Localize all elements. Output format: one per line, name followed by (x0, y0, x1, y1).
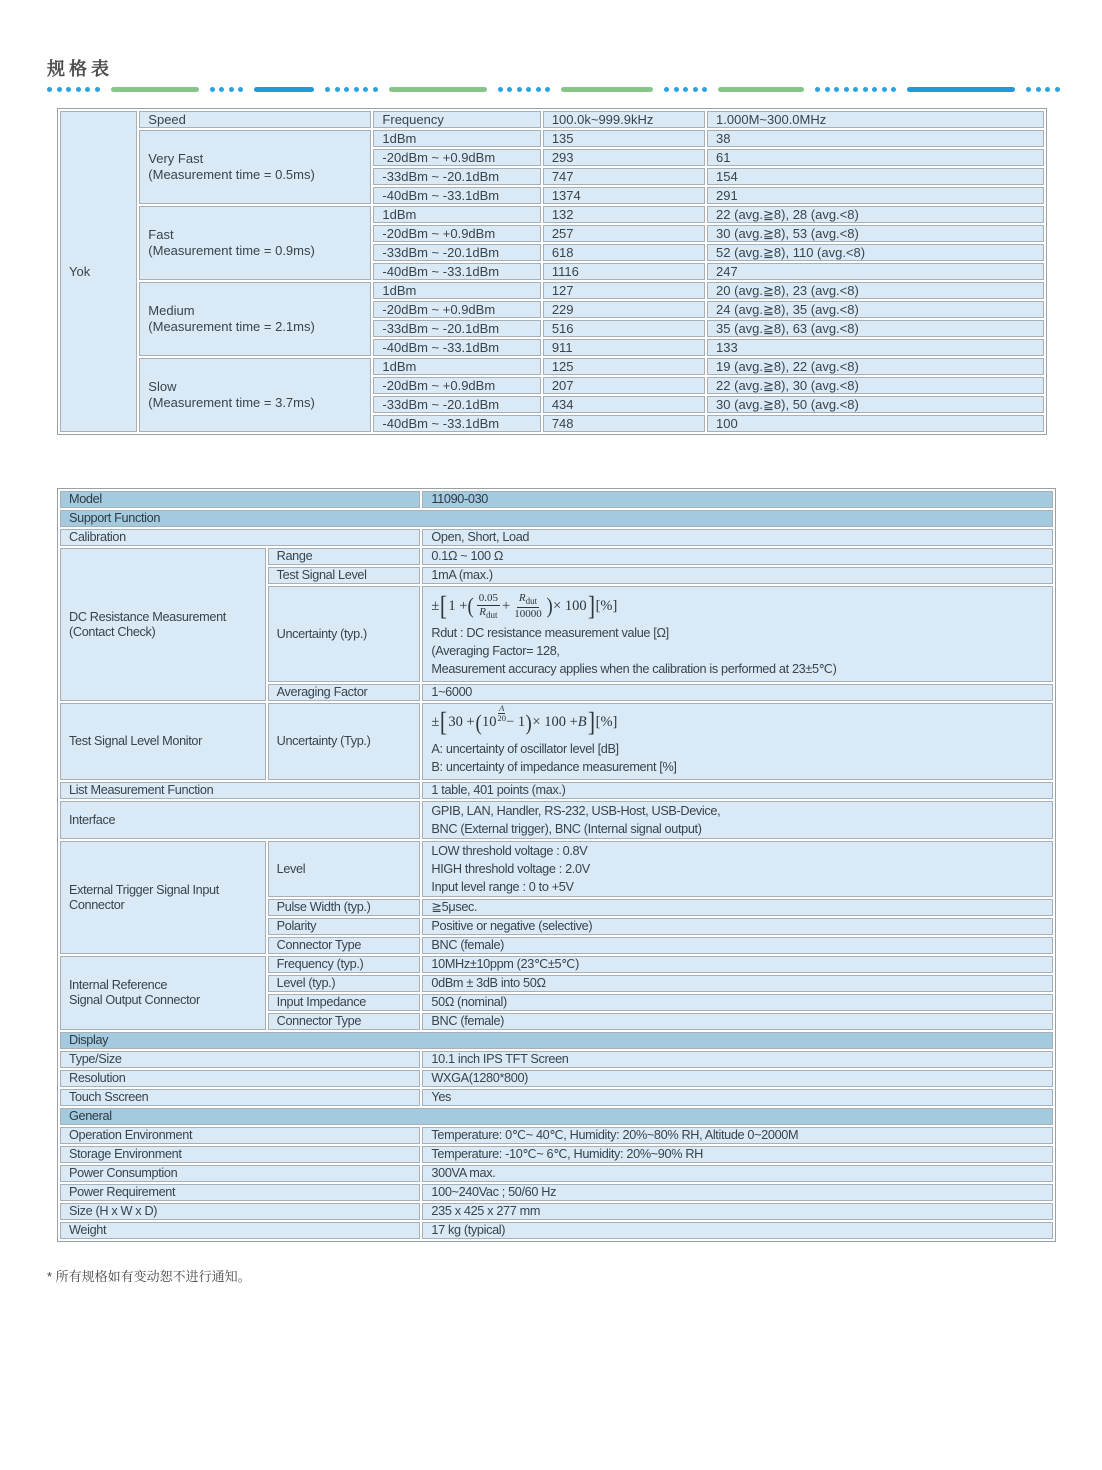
type-size-value: 10.1 inch IPS TFT Screen (422, 1051, 1053, 1068)
speed-group-time: (Measurement time = 3.7ms) (148, 395, 315, 410)
formula-term: × 100 + (532, 714, 578, 731)
value-cell: 52 (avg.≧8), 110 (avg.<8) (707, 244, 1044, 261)
ext-trigger-label-line1: External Trigger Signal Input (69, 882, 219, 897)
level-cell: 1dBm (373, 282, 540, 299)
int-ref-frequency-label: Frequency (typ.) (268, 956, 421, 973)
value-cell: 291 (707, 187, 1044, 204)
speed-group-very-fast (139, 130, 371, 204)
section-support-function: Support Function (60, 510, 1053, 527)
ext-trigger-level-label: Level (268, 841, 421, 897)
divider-bar (718, 87, 804, 92)
value-cell: 19 (avg.≧8), 22 (avg.<8) (707, 358, 1044, 375)
resolution-label: Resolution (60, 1070, 420, 1087)
divider-bar (111, 87, 199, 92)
formula-bracket: [ (440, 590, 448, 621)
value-cell: 257 (543, 225, 705, 242)
tslm-uncertainty-label: Uncertainty (Typ.) (268, 703, 421, 780)
tslm-note-b: B: uncertainty of impedance measurement [%] (431, 760, 677, 775)
storage-environment-value: Temperature: -10℃~ 6℃, Humidity: 20%~90% RH (422, 1146, 1053, 1163)
range-value: 0.1Ω ~ 100 Ω (422, 548, 1053, 565)
level-cell: 1dBm (373, 206, 540, 223)
tslm-note-a: A: uncertainty of oscillator level [dB] (431, 742, 619, 757)
averaging-factor-value: 1~6000 (422, 684, 1053, 701)
value-cell: 22 (avg.≧8), 30 (avg.<8) (707, 377, 1044, 394)
value-cell: 747 (543, 168, 705, 185)
formula-term: × 100 (553, 597, 587, 614)
value-cell: 61 (707, 149, 1044, 166)
value-cell: 618 (543, 244, 705, 261)
power-consumption-label: Power Consumption (60, 1165, 420, 1182)
polarity-value: Positive or negative (selective) (422, 918, 1053, 935)
value-cell: 22 (avg.≧8), 28 (avg.<8) (707, 206, 1044, 223)
size-value: 235 x 425 x 277 mm (422, 1203, 1053, 1220)
value-cell: 247 (707, 263, 1044, 280)
footnote: * 所有规格如有变动恕不进行通知。 (47, 1269, 251, 1284)
page-title: 规格表 (47, 59, 113, 79)
uncertainty-typ-label: Uncertainty (typ.) (268, 586, 421, 682)
formula-bracket: [ (440, 707, 448, 738)
level-cell: 1dBm (373, 130, 540, 147)
speed-group-medium (139, 282, 371, 356)
polarity-label: Polarity (268, 918, 421, 935)
list-measurement-label: List Measurement Function (60, 782, 420, 799)
band1-header: 100.0k~999.9kHz (543, 111, 705, 128)
section-display: Display (60, 1032, 1053, 1049)
divider-dots (664, 87, 707, 92)
speed-group-name: Slow (148, 379, 177, 394)
ext-trigger-level-value: LOW threshold voltage : 0.8V HIGH threshold voltage : 2.0V Input level range : 0 to +5V (422, 841, 1053, 897)
formula-paren: ( (467, 593, 475, 619)
level-cell: -40dBm ~ -33.1dBm (373, 187, 540, 204)
size-label: Size (H x W x D) (60, 1203, 420, 1220)
value-cell: 100 (707, 415, 1044, 432)
operation-environment-value: Temperature: 0℃~ 40℃, Humidity: 20%~80% RH, Altitude 0~2000M (422, 1127, 1053, 1144)
tslm-formula-cell (422, 703, 1053, 780)
speed-group-slow (139, 358, 371, 432)
value-cell: 133 (707, 339, 1044, 356)
list-measurement-value: 1 table, 401 points (max.) (422, 782, 1053, 799)
level-cell: -33dBm ~ -20.1dBm (373, 396, 540, 413)
spec-table (57, 488, 1056, 1242)
formula-term: 10 (482, 714, 497, 731)
formula-paren: ) (525, 709, 532, 735)
value-cell: 24 (avg.≧8), 35 (avg.<8) (707, 301, 1044, 318)
tslm-label: Test Signal Level Monitor (60, 703, 266, 780)
weight-label: Weight (60, 1222, 420, 1239)
formula-term: 30 + (448, 714, 475, 731)
formula-fraction: $\frac{0.05}{R_{dut}}$ (478, 592, 499, 620)
value-cell: 30 (avg.≧8), 53 (avg.<8) (707, 225, 1044, 242)
weight-value: 17 kg (typical) (422, 1222, 1053, 1239)
formula-bracket: ] (587, 590, 595, 621)
speed-header: Speed (139, 111, 371, 128)
level-cell: -33dBm ~ -20.1dBm (373, 168, 540, 185)
calibration-label: Calibration (60, 529, 420, 546)
speed-group-time: (Measurement time = 2.1ms) (148, 319, 315, 334)
operation-environment-label: Operation Environment (60, 1127, 420, 1144)
frequency-header: Frequency (373, 111, 540, 128)
formula-paren: ) (546, 593, 553, 619)
value-cell: 1374 (543, 187, 705, 204)
formula-unit: [%] (595, 714, 618, 731)
value-cell: 35 (avg.≧8), 63 (avg.<8) (707, 320, 1044, 337)
value-cell: 748 (543, 415, 705, 432)
value-cell: 1116 (543, 263, 705, 280)
formula-pm: ± (431, 597, 440, 614)
divider-bar (254, 87, 314, 92)
model-label: Model (60, 491, 420, 508)
speed-group-time: (Measurement time = 0.9ms) (148, 243, 315, 258)
averaging-factor-label: Averaging Factor (268, 684, 421, 701)
power-consumption-value: 300VA max. (422, 1165, 1053, 1182)
dc-uncertainty-formula (431, 592, 1044, 620)
value-cell: 293 (543, 149, 705, 166)
type-size-label: Type/Size (60, 1051, 420, 1068)
level-cell: -20dBm ~ +0.9dBm (373, 225, 540, 242)
value-cell: 20 (avg.≧8), 23 (avg.<8) (707, 282, 1044, 299)
tslm-formula (431, 702, 1044, 738)
value-cell: 127 (543, 282, 705, 299)
touch-screen-value: Yes (422, 1089, 1053, 1106)
pulse-width-value: ≧5μsec. (422, 899, 1053, 916)
divider-decoration (47, 87, 1061, 92)
formula-term: 1 + (448, 597, 468, 614)
interface-label: Interface (60, 801, 420, 839)
speed-table (57, 108, 1047, 435)
speed-group-name: Very Fast (148, 151, 204, 166)
speed-group-name: Fast (148, 227, 174, 242)
level-cell: 1dBm (373, 358, 540, 375)
speed-table-side-label: Yok (60, 111, 137, 432)
dc-resistance-group-label (60, 548, 266, 701)
formula-variable: B (577, 714, 587, 731)
resolution-value: WXGA(1280*800) (422, 1070, 1053, 1087)
value-cell: 135 (543, 130, 705, 147)
ext-connector-type-label: Connector Type (268, 937, 421, 954)
int-ref-group-label (60, 956, 266, 1030)
int-ref-level-value: 0dBm ± 3dB into 50Ω (422, 975, 1053, 992)
formula-exponent-fraction: $\frac{A}{20}$ (497, 702, 507, 724)
dc-resistance-label-line2: (Contact Check) (69, 624, 156, 639)
value-cell: 229 (543, 301, 705, 318)
value-cell: 132 (543, 206, 705, 223)
level-cell: -33dBm ~ -20.1dBm (373, 244, 540, 261)
value-cell: 30 (avg.≧8), 50 (avg.<8) (707, 396, 1044, 413)
ext-trigger-group-label (60, 841, 266, 954)
value-cell: 434 (543, 396, 705, 413)
speed-group-time: (Measurement time = 0.5ms) (148, 167, 315, 182)
divider-dots (325, 87, 378, 92)
interface-value: GPIB, LAN, Handler, RS-232, USB-Host, USB-Device, BNC (External trigger), BNC (Internal signal output) (422, 801, 1053, 839)
divider-bar (907, 87, 1015, 92)
dc-resistance-label-line1: DC Resistance Measurement (69, 609, 226, 624)
value-cell: 38 (707, 130, 1044, 147)
formula-pm: ± (431, 714, 440, 731)
level-cell: -40dBm ~ -33.1dBm (373, 263, 540, 280)
int-ref-label-line2: Signal Output Connector (69, 993, 200, 1008)
input-impedance-label: Input Impedance (268, 994, 421, 1011)
level-cell: -20dBm ~ +0.9dBm (373, 149, 540, 166)
divider-bar (389, 87, 487, 92)
formula-term: + (502, 597, 511, 614)
speed-group-name: Medium (148, 303, 195, 318)
pulse-width-label: Pulse Width (typ.) (268, 899, 421, 916)
int-ref-connector-type-label: Connector Type (268, 1013, 421, 1030)
value-cell: 207 (543, 377, 705, 394)
test-signal-level-value: 1mA (max.) (422, 567, 1053, 584)
section-general: General (60, 1108, 1053, 1125)
storage-environment-label: Storage Environment (60, 1146, 420, 1163)
touch-screen-label: Touch Sscreen (60, 1089, 420, 1106)
int-ref-frequency-value: 10MHz±10ppm (23℃±5℃) (422, 956, 1053, 973)
dc-uncertainty-note1: Rdut : DC resistance measurement value [Ω] (431, 626, 669, 641)
test-signal-level-label: Test Signal Level (268, 567, 421, 584)
int-ref-level-label: Level (typ.) (268, 975, 421, 992)
level-cell: -20dBm ~ +0.9dBm (373, 301, 540, 318)
divider-dots (498, 87, 551, 92)
model-value: 11090-030 (422, 491, 1053, 508)
int-ref-connector-type-value: BNC (female) (422, 1013, 1053, 1030)
formula-bracket: ] (587, 707, 595, 738)
speed-group-fast (139, 206, 371, 280)
ext-trigger-label-line2: Connector (69, 897, 125, 912)
range-label: Range (268, 548, 421, 565)
int-ref-label-line1: Internal Reference (69, 978, 168, 993)
divider-dots (1026, 87, 1060, 92)
formula-term: − 1 (506, 714, 526, 731)
divider-dots (210, 87, 244, 92)
ext-connector-type-value: BNC (female) (422, 937, 1053, 954)
value-cell: 125 (543, 358, 705, 375)
value-cell: 516 (543, 320, 705, 337)
formula-paren: ( (475, 709, 482, 735)
power-requirement-value: 100~240Vac ; 50/60 Hz (422, 1184, 1053, 1201)
dc-uncertainty-note2: (Averaging Factor= 128, (431, 644, 560, 659)
divider-bar (561, 87, 653, 92)
power-requirement-label: Power Requirement (60, 1184, 420, 1201)
formula-unit: [%] (595, 597, 618, 614)
level-cell: -20dBm ~ +0.9dBm (373, 377, 540, 394)
input-impedance-value: 50Ω (nominal) (422, 994, 1053, 1011)
formula-fraction: $\frac{R_{dut}}{10000}$ (514, 592, 542, 620)
dc-uncertainty-note3: Measurement accuracy applies when the calibration is performed at 23±5℃) (431, 662, 837, 677)
divider-dots (47, 87, 100, 92)
level-cell: -33dBm ~ -20.1dBm (373, 320, 540, 337)
calibration-value: Open, Short, Load (422, 529, 1053, 546)
value-cell: 911 (543, 339, 705, 356)
dc-uncertainty-formula-cell (422, 586, 1053, 682)
divider-dots (815, 87, 896, 92)
band2-header: 1.000M~300.0MHz (707, 111, 1044, 128)
level-cell: -40dBm ~ -33.1dBm (373, 339, 540, 356)
level-cell: -40dBm ~ -33.1dBm (373, 415, 540, 432)
value-cell: 154 (707, 168, 1044, 185)
